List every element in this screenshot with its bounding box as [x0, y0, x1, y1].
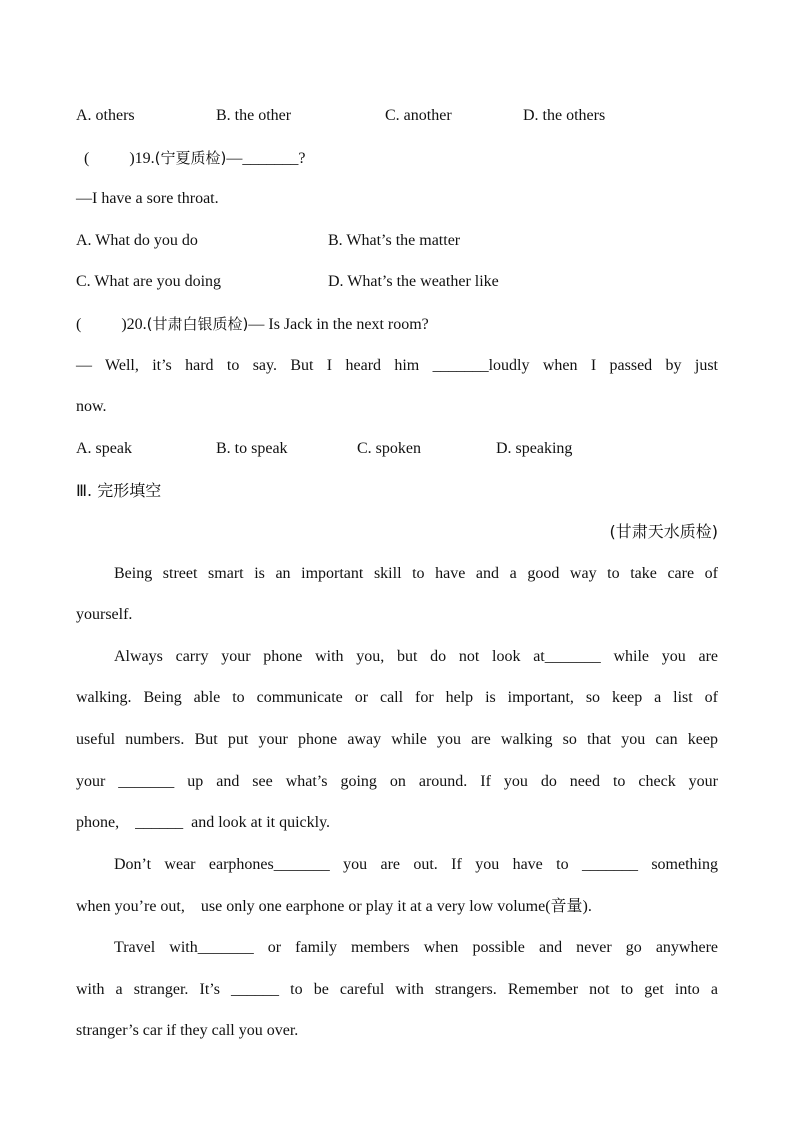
q18-option-b: B. the other: [216, 107, 292, 124]
q20-reply-continuation: now.: [76, 398, 107, 415]
q20-stem: — Is Jack in the next room?: [248, 316, 429, 333]
section-source: (甘肃天水质检): [609, 522, 718, 541]
q18-option-c: C. another: [385, 107, 452, 124]
q18-option-d: D. the others: [523, 107, 606, 124]
passage-line-6: your _______ up and see what’s going on around. If you do need to check your: [76, 773, 718, 790]
q19-question: [84, 148, 305, 169]
passage-line-5: useful numbers. But put your phone away while you are walking so that you can keep: [76, 731, 718, 748]
q20-option-c: C. spoken: [357, 440, 421, 457]
q19-option-b: B. What’s the matter: [328, 232, 461, 249]
passage-line-3: Always carry your phone with you, but do not look at_______ while you are: [114, 648, 718, 665]
passage-line-11: with a stranger. It’s ______ to be careful with strangers. Remember not to get into a: [76, 981, 718, 998]
passage-line-1: Being street smart is an important skill to have and a good way to take care of: [114, 565, 718, 582]
q19-stem: —_______?: [226, 150, 306, 167]
passage-line-12: stranger’s car if they call you over.: [76, 1022, 299, 1039]
q20-number: ( )20.: [76, 316, 147, 333]
q18-option-a: A. others: [76, 107, 135, 124]
section-heading: Ⅲ. 完形填空: [76, 481, 162, 500]
q20-option-d: D. speaking: [496, 440, 573, 457]
passage-line-7: phone, ______ and look at it quickly.: [76, 814, 331, 831]
passage-line-9: when you’re out, use only one earphone or play it at a very low volume(音量).: [76, 898, 592, 915]
q19-source: (宁夏质检): [154, 149, 227, 167]
q19-option-c: C. What are you doing: [76, 273, 222, 290]
q20-question: [76, 314, 429, 335]
q19-number: ( )19.: [84, 150, 155, 167]
passage-line-10: Travel with_______ or family members when possible and never go anywhere: [114, 939, 718, 956]
passage-line-4: walking. Being able to communicate or call for help is important, so keep a list of: [76, 689, 718, 706]
q19-option-a: A. What do you do: [76, 232, 198, 249]
q20-source: (甘肃白银质检): [146, 315, 249, 333]
q19-answer-line: —I have a sore throat.: [76, 190, 219, 207]
passage-line-8: Don’t wear earphones_______ you are out. If you have to _______ something: [114, 856, 718, 873]
q20-option-a: A. speak: [76, 440, 132, 457]
q20-option-b: B. to speak: [216, 440, 288, 457]
passage-line-2: yourself.: [76, 606, 133, 623]
q19-option-d: D. What’s the weather like: [328, 273, 499, 290]
q20-reply-line: — Well, it’s hard to say. But I heard him _______loudly when I passed by just: [76, 357, 718, 374]
